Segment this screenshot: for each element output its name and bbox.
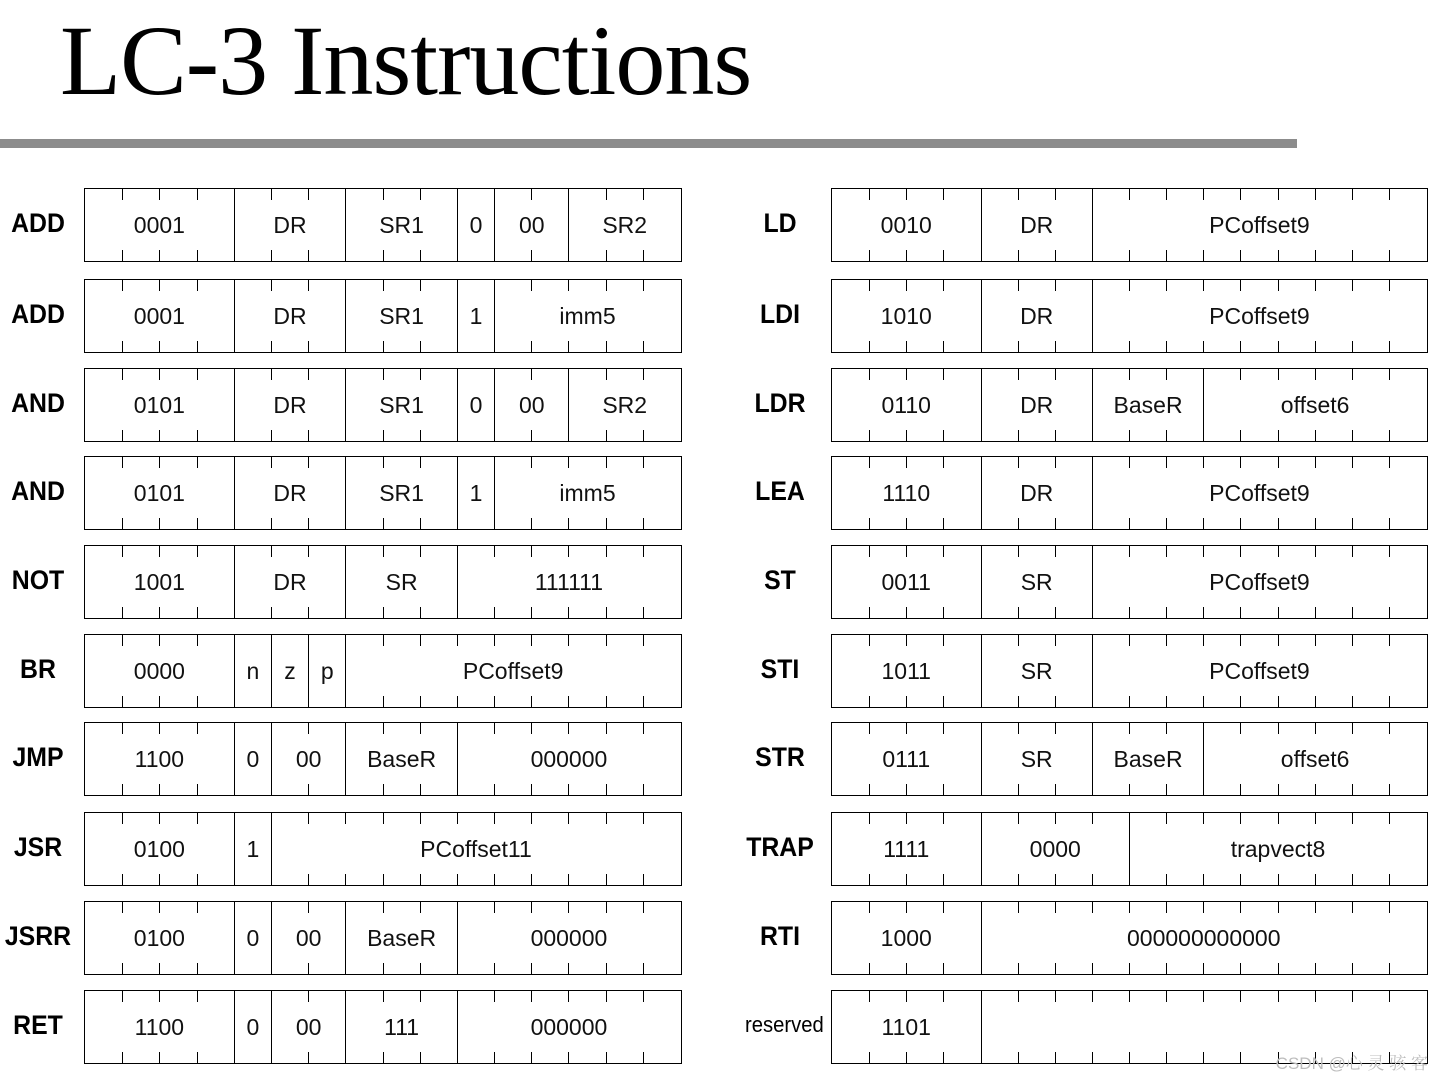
instruction-format-row <box>831 545 1428 619</box>
instruction-format-row <box>84 545 682 619</box>
instruction-mnemonic: LD <box>763 208 797 238</box>
bit-field: PCoffset9 <box>1092 457 1426 529</box>
bit-field: DR <box>981 457 1092 529</box>
bit-field: SR1 <box>345 280 457 352</box>
bit-field: DR <box>234 546 346 618</box>
bit-field: z <box>271 635 308 707</box>
bit-field: offset6 <box>1203 369 1426 441</box>
bit-field: 0001 <box>133 302 185 329</box>
bit-field: 1 <box>234 813 271 885</box>
title-divider <box>0 139 1297 148</box>
watermark: CSDN @心 灵 骇 客 <box>1275 1054 1428 1073</box>
bit-field: PCoffset9 <box>1092 189 1426 261</box>
bit-field: 000000 <box>457 723 680 795</box>
instruction-format-row <box>831 634 1428 708</box>
bit-field: 111 <box>345 991 457 1063</box>
instruction-mnemonic: JSRR <box>4 921 72 951</box>
instruction-mnemonic: RTI <box>759 921 801 951</box>
bit-field: 0 <box>234 902 271 974</box>
bit-field: p <box>308 635 345 707</box>
bit-field: 0000 <box>133 657 185 684</box>
bit-field: 1100 <box>134 1013 185 1040</box>
bit-field: 00 <box>271 991 345 1063</box>
bit-field: 00 <box>494 189 568 261</box>
instruction-mnemonic: LDI <box>759 299 801 329</box>
bit-field: BaseR <box>1092 369 1203 441</box>
bit-field: DR <box>234 369 346 441</box>
instruction-mnemonic: BR <box>20 654 56 684</box>
bit-field: 0100 <box>133 835 185 862</box>
bit-field: PCoffset9 <box>1092 280 1426 352</box>
instruction-mnemonic: reserved <box>745 1012 824 1037</box>
bit-field: 1010 <box>880 302 932 329</box>
instruction-mnemonic: RET <box>13 1010 63 1040</box>
bit-field: 0 <box>234 991 271 1063</box>
bit-field: BaseR <box>345 723 457 795</box>
bit-field: 1000 <box>880 924 932 951</box>
instruction-format-row <box>84 634 682 708</box>
instruction-format-row <box>831 901 1428 975</box>
bit-field: imm5 <box>494 457 680 529</box>
bit-field: 1100 <box>134 745 185 772</box>
instruction-format-row <box>831 188 1428 262</box>
instruction-format-row <box>84 188 682 262</box>
instruction-format-row <box>84 901 682 975</box>
bit-field: DR <box>981 280 1092 352</box>
instruction-format-row <box>831 279 1428 353</box>
bit-field: PCoffset9 <box>345 635 680 707</box>
instruction-format-row <box>84 722 682 796</box>
bit-field: 0000 <box>981 813 1130 885</box>
bit-field: PCoffset9 <box>1092 546 1426 618</box>
bit-field: 00 <box>494 369 568 441</box>
instruction-mnemonic: STI <box>760 654 800 684</box>
instruction-mnemonic: JMP <box>12 742 64 772</box>
bit-field: 1 <box>457 280 494 352</box>
bit-field: 0 <box>234 723 271 795</box>
bit-field: SR2 <box>568 189 680 261</box>
bit-field: imm5 <box>494 280 680 352</box>
instruction-mnemonic: TRAP <box>746 832 814 862</box>
bit-field: SR <box>981 723 1092 795</box>
bit-field: 1111 <box>883 835 930 862</box>
bit-field: 0 <box>457 189 494 261</box>
instruction-format-row <box>831 812 1428 886</box>
bit-field: DR <box>981 369 1092 441</box>
instruction-mnemonic: LEA <box>755 476 805 506</box>
bit-field: trapvect8 <box>1129 813 1426 885</box>
instruction-mnemonic: JSR <box>13 832 63 862</box>
bit-field: offset6 <box>1203 723 1426 795</box>
page-title: LC-3 Instructions <box>60 5 752 116</box>
bit-field: 1011 <box>881 657 931 684</box>
instruction-mnemonic: ADD <box>11 208 65 238</box>
instruction-mnemonic: AND <box>11 388 65 418</box>
bit-field: n <box>234 635 271 707</box>
bit-field: PCoffset11 <box>271 813 680 885</box>
instruction-mnemonic: ADD <box>11 299 65 329</box>
bit-field: 00 <box>271 902 345 974</box>
instruction-format-row <box>84 812 682 886</box>
bit-field: 000000000000 <box>981 902 1427 974</box>
instruction-format-row <box>831 368 1428 442</box>
bit-field: SR1 <box>345 457 457 529</box>
bit-field: 0010 <box>880 211 932 238</box>
bit-field: SR1 <box>345 369 457 441</box>
bit-field: SR <box>345 546 457 618</box>
bit-field: 0111 <box>882 745 931 772</box>
bit-field: 1001 <box>133 568 185 595</box>
bit-field: BaseR <box>345 902 457 974</box>
instruction-format-row <box>84 368 682 442</box>
instruction-mnemonic: STR <box>755 742 805 772</box>
instruction-format-row <box>84 456 682 530</box>
bit-field: 0011 <box>881 568 931 595</box>
bit-field: 000000 <box>457 991 680 1063</box>
instruction-format-row <box>84 990 682 1064</box>
bit-field: DR <box>234 280 346 352</box>
bit-field: 0101 <box>133 391 185 418</box>
bit-field: BaseR <box>1092 723 1203 795</box>
bit-field: 1101 <box>881 1013 931 1040</box>
bit-field: SR <box>981 635 1092 707</box>
bit-field: SR <box>981 546 1092 618</box>
bit-field: 111111 <box>457 546 680 618</box>
bit-field: 000000 <box>457 902 680 974</box>
bit-field: 1110 <box>882 479 931 506</box>
instruction-format-row <box>84 279 682 353</box>
instruction-mnemonic: NOT <box>11 565 65 595</box>
instruction-mnemonic: LDR <box>754 388 806 418</box>
bit-field: PCoffset9 <box>1092 635 1426 707</box>
bit-field: DR <box>981 189 1092 261</box>
instruction-format-row <box>831 722 1428 796</box>
bit-field: 0110 <box>881 391 931 418</box>
bit-field: SR1 <box>345 189 457 261</box>
bit-field: 1 <box>457 457 494 529</box>
bit-field: DR <box>234 457 346 529</box>
instruction-format-row <box>831 456 1428 530</box>
bit-field: 00 <box>271 723 345 795</box>
bit-field: 0 <box>457 369 494 441</box>
bit-field: SR2 <box>568 369 680 441</box>
instruction-mnemonic: AND <box>11 476 65 506</box>
bit-field: DR <box>234 189 346 261</box>
bit-field: 0101 <box>133 479 185 506</box>
bit-field: 0001 <box>133 211 185 238</box>
bit-field: 0100 <box>133 924 185 951</box>
instruction-mnemonic: ST <box>764 565 796 595</box>
